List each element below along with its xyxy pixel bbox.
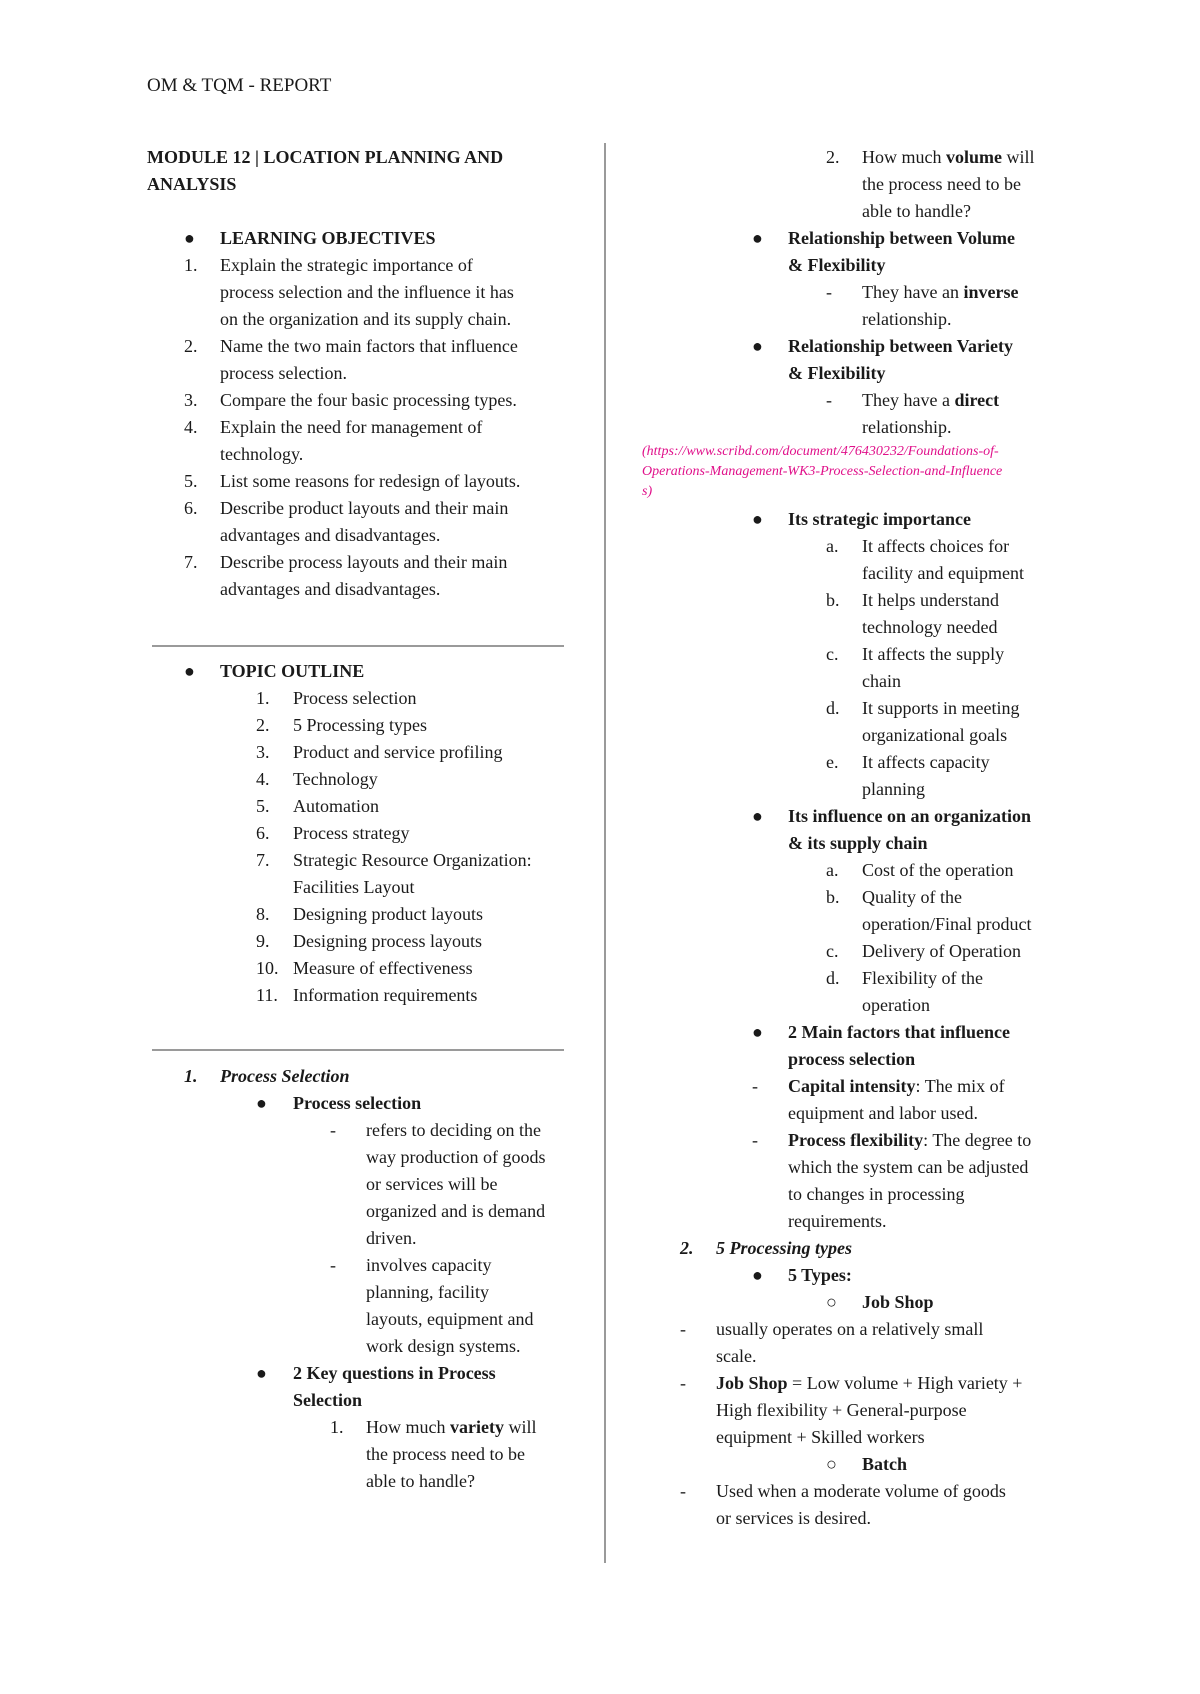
text-line: High flexibility + General-purpose (716, 1400, 967, 1420)
list-item: technology. (220, 444, 304, 464)
text-line: organized and is demand (366, 1201, 546, 1221)
bullet-heading: Relationship between Volume (788, 228, 1016, 248)
list-item: It affects capacity (862, 752, 990, 772)
bullet-heading: Its strategic importance (788, 509, 971, 529)
list-item: Designing process layouts (293, 931, 482, 951)
objectives-heading: LEARNING OBJECTIVES (220, 228, 436, 248)
bullet-icon: ● (752, 1022, 763, 1042)
text-line: Capital intensity: The mix of (788, 1076, 1005, 1096)
list-item: Cost of the operation (862, 860, 1014, 880)
bullet-heading: process selection (788, 1049, 916, 1069)
dash-icon: - (680, 1481, 686, 1501)
list-number: 1. (184, 255, 198, 275)
list-item: List some reasons for redesign of layouts. (220, 471, 521, 491)
list-number: 11. (256, 985, 278, 1005)
list-item: Process selection (293, 688, 417, 708)
list-item: facility and equipment (862, 563, 1024, 583)
text-line: work design systems. (366, 1336, 521, 1356)
text-line: or services will be (366, 1174, 498, 1194)
bullet-heading: Relationship between Variety (788, 336, 1013, 356)
source-link[interactable]: (https://www.scribd.com/document/476430232/Foundations-of- (642, 444, 999, 459)
bullet-icon: ● (256, 1093, 267, 1113)
list-item: Automation (293, 796, 379, 816)
list-item: It affects the supply (862, 644, 1005, 664)
list-item: Information requirements (293, 985, 478, 1005)
text-line: the process need to be (862, 174, 1021, 194)
bullet-icon: ● (752, 228, 763, 248)
text-line: relationship. (862, 309, 952, 329)
column-divider (604, 143, 606, 1563)
list-number: 4. (184, 417, 198, 437)
type-title: Job Shop (862, 1292, 934, 1312)
list-item: advantages and disadvantages. (220, 525, 441, 545)
list-item: chain (862, 671, 901, 691)
module-title-line2: ANALYSIS (147, 174, 237, 194)
list-item: Process strategy (293, 823, 410, 843)
list-number: 4. (256, 769, 270, 789)
text-line: which the system can be adjusted (788, 1157, 1029, 1177)
question-line: How much variety will (366, 1417, 537, 1437)
bullet-heading: & its supply chain (788, 833, 928, 853)
list-item: Facilities Layout (293, 877, 415, 897)
text-line: equipment and labor used. (788, 1103, 978, 1123)
list-item: operation (862, 995, 930, 1015)
text-line: Process flexibility: The degree to (788, 1130, 1032, 1150)
list-item: Compare the four basic processing types. (220, 390, 517, 410)
list-item: operation/Final product (862, 914, 1032, 934)
list-item: It affects choices for (862, 536, 1010, 556)
text-line: They have a direct (862, 390, 1000, 410)
list-number: 3. (256, 742, 270, 762)
list-item: Designing product layouts (293, 904, 483, 924)
list-item: planning (862, 779, 925, 799)
text-line: requirements. (788, 1211, 887, 1231)
bullet-heading: Selection (293, 1390, 362, 1410)
list-item: Delivery of Operation (862, 941, 1021, 961)
list-number: 6. (256, 823, 270, 843)
list-letter: a. (826, 860, 839, 880)
list-number: 7. (184, 552, 198, 572)
list-item: Describe process layouts and their main (220, 552, 508, 572)
type-title: Batch (862, 1454, 907, 1474)
text-line: scale. (716, 1346, 757, 1366)
text-line: layouts, equipment and (366, 1309, 534, 1329)
text-line: able to handle? (862, 201, 971, 221)
hollow-bullet-icon: ○ (826, 1292, 837, 1312)
list-item: Explain the strategic importance of (220, 255, 473, 275)
list-item: process selection and the influence it has (220, 282, 514, 302)
list-letter: c. (826, 941, 839, 961)
text-line: equipment + Skilled workers (716, 1427, 925, 1447)
list-number: 8. (256, 904, 270, 924)
list-item: organizational goals (862, 725, 1008, 745)
list-item: Name the two main factors that influence (220, 336, 518, 356)
text-line: involves capacity (366, 1255, 492, 1275)
list-number: 3. (184, 390, 198, 410)
bullet-icon: ● (256, 1363, 267, 1383)
section-title: Process Selection (220, 1066, 350, 1086)
text-line: to changes in processing (788, 1184, 965, 1204)
list-number: 5. (184, 471, 198, 491)
list-item: Quality of the (862, 887, 962, 907)
list-number: 2. (256, 715, 270, 735)
source-link[interactable]: s) (642, 484, 653, 499)
text-line: Job Shop = Low volume + High variety + (716, 1373, 1023, 1393)
section-title: 5 Processing types (716, 1238, 852, 1258)
list-item: Strategic Resource Organization: (293, 850, 532, 870)
list-item: technology needed (862, 617, 998, 637)
text-line: refers to deciding on the (366, 1120, 541, 1140)
text-line: way production of goods (366, 1147, 546, 1167)
text-line: relationship. (862, 417, 952, 437)
section-divider (152, 1049, 564, 1051)
list-letter: c. (826, 644, 839, 664)
dash-icon: - (330, 1120, 336, 1140)
text-line: Used when a moderate volume of goods (716, 1481, 1006, 1501)
section-divider (152, 645, 564, 647)
section-number: 2. (680, 1238, 694, 1258)
dash-icon: - (826, 282, 832, 302)
bullet-heading: 5 Types: (788, 1265, 852, 1285)
bullet-icon: ● (752, 336, 763, 356)
list-letter: e. (826, 752, 839, 772)
dash-icon: - (752, 1130, 758, 1150)
bullet-heading: 2 Key questions in Process (293, 1363, 496, 1383)
bullet-icon: ● (752, 1265, 763, 1285)
list-number: 2. (826, 147, 840, 167)
bullet-icon: ● (752, 509, 763, 529)
list-letter: d. (826, 968, 840, 988)
list-item: Flexibility of the (862, 968, 983, 988)
list-item: Product and service profiling (293, 742, 503, 762)
list-number: 10. (256, 958, 279, 978)
hollow-bullet-icon: ○ (826, 1454, 837, 1474)
text-line: They have an inverse (862, 282, 1019, 302)
bullet-heading: Process selection (293, 1093, 422, 1113)
list-number: 9. (256, 931, 270, 951)
list-item: on the organization and its supply chain. (220, 309, 512, 329)
list-number: 7. (256, 850, 270, 870)
section-number: 1. (184, 1066, 198, 1086)
outline-heading: TOPIC OUTLINE (220, 661, 365, 681)
list-letter: a. (826, 536, 839, 556)
source-link[interactable]: Operations-Management-WK3-Process-Selection-and-Influence (642, 464, 1003, 479)
list-number: 5. (256, 796, 270, 816)
dash-icon: - (680, 1319, 686, 1339)
dash-icon: - (826, 390, 832, 410)
bullet-heading: & Flexibility (788, 255, 886, 275)
page-header: OM & TQM - REPORT (147, 75, 332, 96)
text-line: or services is desired. (716, 1508, 871, 1528)
text-line: the process need to be (366, 1444, 525, 1464)
list-item: Describe product layouts and their main (220, 498, 509, 518)
question-line: How much volume will (862, 147, 1035, 167)
list-item: Explain the need for management of (220, 417, 483, 437)
dash-icon: - (330, 1255, 336, 1275)
text-line: able to handle? (366, 1471, 475, 1491)
bullet-icon: ● (184, 661, 195, 681)
list-item: advantages and disadvantages. (220, 579, 441, 599)
bullet-icon: ● (184, 228, 195, 248)
module-title: MODULE 12 | LOCATION PLANNING AND (147, 147, 504, 167)
list-letter: b. (826, 590, 840, 610)
text-line: driven. (366, 1228, 417, 1248)
bullet-heading: & Flexibility (788, 363, 886, 383)
list-item: 5 Processing types (293, 715, 427, 735)
text-line: planning, facility (366, 1282, 489, 1302)
list-number: 2. (184, 336, 198, 356)
list-number: 6. (184, 498, 198, 518)
list-item: It supports in meeting (862, 698, 1020, 718)
list-item: It helps understand (862, 590, 999, 610)
dash-icon: - (680, 1373, 686, 1393)
bullet-heading: 2 Main factors that influence (788, 1022, 1010, 1042)
list-item: Technology (293, 769, 378, 789)
list-letter: b. (826, 887, 840, 907)
text-line: usually operates on a relatively small (716, 1319, 984, 1339)
bullet-heading: Its influence on an organization (788, 806, 1032, 826)
dash-icon: - (752, 1076, 758, 1096)
list-number: 1. (256, 688, 270, 708)
bullet-icon: ● (752, 806, 763, 826)
list-letter: d. (826, 698, 840, 718)
list-item: process selection. (220, 363, 347, 383)
list-item: Measure of effectiveness (293, 958, 473, 978)
list-number: 1. (330, 1417, 344, 1437)
